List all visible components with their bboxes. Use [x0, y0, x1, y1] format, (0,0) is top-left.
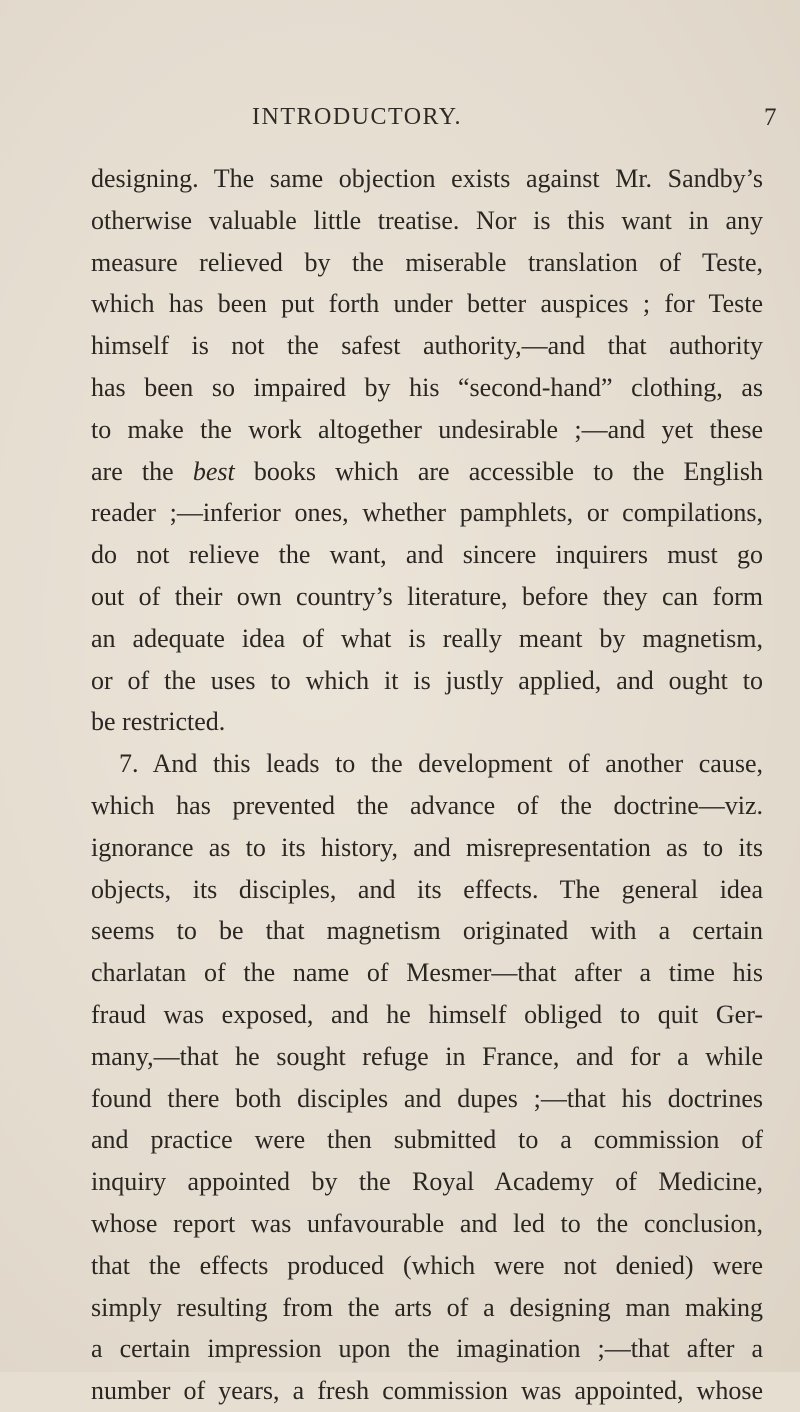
running-title: INTRODUCTORY. — [252, 104, 462, 130]
text-line-29: a certain impression upon the imagination ;—that after a — [91, 1334, 763, 1364]
text-line-10: do not relieve the want, and sincere inquirers must go — [91, 540, 763, 570]
page-number: 7 — [764, 104, 777, 131]
text-line-22: many,—that he sought refuge in France, and for a while — [91, 1041, 763, 1071]
text-line-25: inquiry appointed by the Royal Academy of Medicine, — [91, 1167, 763, 1197]
text-line-3: measure relieved by the miserable translation of Teste, — [91, 247, 763, 277]
text-line-27: that the effects produced (which were not denied) were — [91, 1250, 763, 1280]
running-head — [0, 104, 800, 140]
text-line-2: otherwise valuable little treatise. Nor is this want in any — [91, 205, 763, 235]
text-line-24: and practice were then submitted to a commission of — [91, 1125, 763, 1155]
text-line-17: ignorance as to its history, and misrepresentation as to its — [91, 832, 763, 862]
text-line-15: 7. And this leads to the development of another cause, — [119, 749, 763, 779]
text-line-8 — [91, 451, 763, 493]
text-line-7: to make the work altogether undesirable ;—and yet these — [91, 414, 763, 444]
text-line-5: himself is not the safest authority,—and that authority — [91, 331, 763, 361]
body-text — [91, 158, 763, 1412]
text-line-13: or of the uses to which it is justly applied, and ought to — [91, 665, 763, 695]
text-line-16: which has prevented the advance of the doctrine—viz. — [91, 790, 763, 820]
text-line-28: simply resulting from the arts of a designing man making — [91, 1292, 763, 1322]
text-line-11: out of their own country’s literature, before they can form — [91, 581, 763, 611]
text-line-19: seems to be that magnetism originated with a certain — [91, 916, 763, 946]
text-line-14: be restricted. — [91, 707, 226, 737]
text-line-18: objects, its disciples, and its effects. The general idea — [91, 874, 763, 904]
text-line-20: charlatan of the name of Mesmer—that after a time his — [91, 958, 763, 988]
text-line-30: number of years, a fresh commission was appointed, whose — [91, 1376, 763, 1406]
text-line-8-start: are the — [91, 456, 174, 486]
text-line-1: designing. The same objection exists against Mr. Sandby’s — [91, 164, 763, 193]
text-line-9: reader ;—inferior ones, whether pamphlets, or compilations, — [91, 498, 763, 528]
text-line-23: found there both disciples and dupes ;—that his doctrines — [91, 1083, 763, 1113]
text-line-4: which has been put forth under better auspices ; for Teste — [91, 289, 763, 319]
italic-word-best: best — [192, 456, 235, 486]
text-line-21: fraud was exposed, and he himself obliged to quit Ger- — [91, 999, 763, 1029]
text-line-6: has been so impaired by his “second-hand” clothing, as — [91, 372, 763, 402]
text-line-12: an adequate idea of what is really meant by magnetism, — [91, 623, 763, 653]
text-line-26: whose report was unfavourable and led to the conclusion, — [91, 1208, 763, 1238]
text-line-8-end: books which are accessible to the English — [253, 456, 763, 486]
